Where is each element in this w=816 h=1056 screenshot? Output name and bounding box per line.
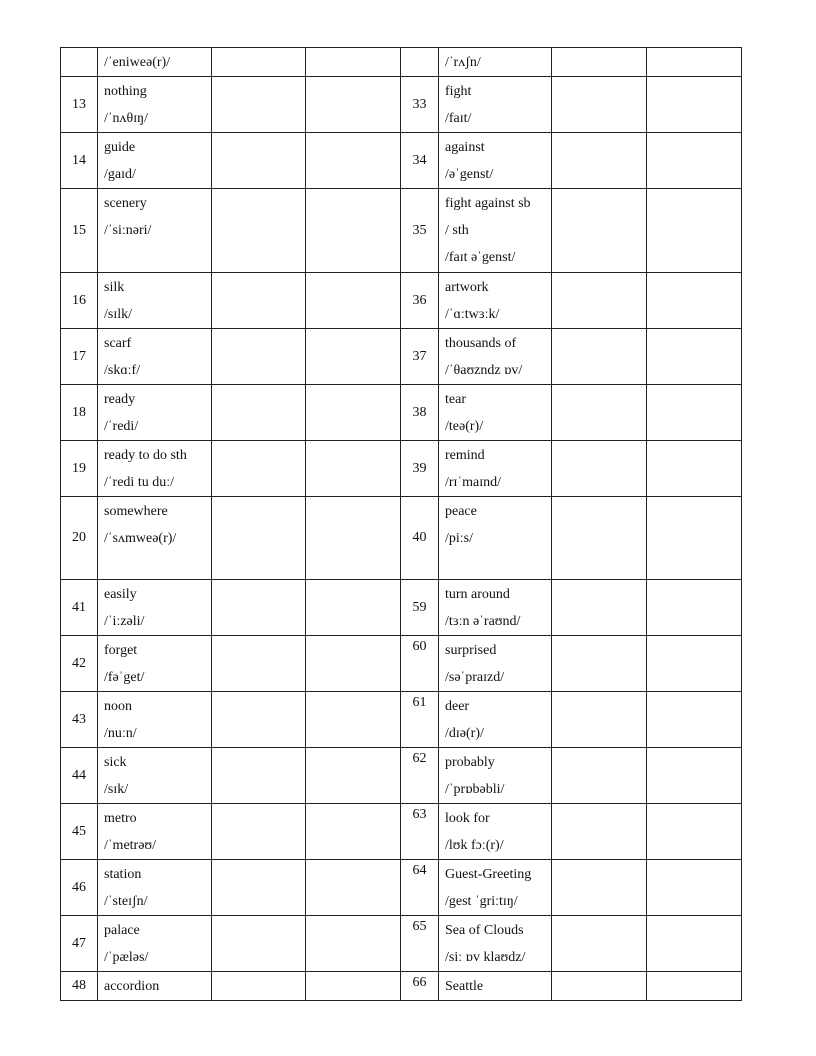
right-number-cell: 37 bbox=[401, 329, 439, 385]
right-blank-cell-1[interactable] bbox=[552, 48, 647, 77]
right-number-cell: 34 bbox=[401, 133, 439, 189]
left-number-cell: 14 bbox=[61, 133, 98, 189]
left-word-text: silk bbox=[104, 280, 125, 295]
right-word-line: /dɪə(r)/ bbox=[445, 726, 484, 741]
right-number-cell: 35 bbox=[401, 189, 439, 273]
left-word-cell bbox=[98, 441, 212, 497]
left-word-text: nothing bbox=[104, 84, 147, 99]
right-blank-cell-1[interactable] bbox=[552, 385, 647, 441]
left-blank-cell-2[interactable] bbox=[306, 916, 401, 972]
right-word-line: /gest ˈgriːtɪŋ/ bbox=[445, 894, 518, 909]
right-blank-cell-2[interactable] bbox=[647, 273, 742, 329]
left-number-cell: 19 bbox=[61, 441, 98, 497]
left-blank-cell-1[interactable] bbox=[212, 189, 306, 273]
right-number-cell bbox=[401, 48, 439, 77]
left-blank-cell-1[interactable] bbox=[212, 133, 306, 189]
right-word-line: /faɪt/ bbox=[445, 111, 472, 126]
right-number-cell: 66 bbox=[401, 972, 439, 1001]
right-blank-cell-2[interactable] bbox=[647, 133, 742, 189]
right-blank-cell-2[interactable] bbox=[647, 189, 742, 273]
left-blank-cell-2[interactable] bbox=[306, 48, 401, 77]
right-blank-cell-1[interactable] bbox=[552, 189, 647, 273]
left-word-text: guide bbox=[104, 140, 136, 155]
left-blank-cell-2[interactable] bbox=[306, 77, 401, 133]
left-word-cell bbox=[98, 748, 212, 804]
right-number-cell: 65 bbox=[401, 916, 439, 972]
right-blank-cell-2[interactable] bbox=[647, 692, 742, 748]
right-word-line: /faɪt əˈgenst/ bbox=[445, 250, 516, 265]
right-word-text: artwork bbox=[445, 280, 489, 295]
right-word-text: deer bbox=[445, 699, 470, 714]
right-word-cell bbox=[439, 972, 552, 1001]
left-word-text: scenery bbox=[104, 196, 147, 211]
right-blank-cell-1[interactable] bbox=[552, 133, 647, 189]
table-row bbox=[61, 497, 742, 580]
right-number-cell: 38 bbox=[401, 385, 439, 441]
table-row bbox=[61, 441, 742, 497]
left-word-cell bbox=[98, 273, 212, 329]
right-word-cell bbox=[439, 273, 552, 329]
left-number-cell: 20 bbox=[61, 497, 98, 580]
left-word-cell bbox=[98, 329, 212, 385]
left-word-cell bbox=[98, 636, 212, 692]
right-word-cell bbox=[439, 48, 552, 77]
right-word-line: /ˈprɒbəbli/ bbox=[445, 782, 505, 797]
table-row bbox=[61, 189, 742, 273]
right-blank-cell-2[interactable] bbox=[647, 804, 742, 860]
right-word-text: turn around bbox=[445, 587, 510, 602]
right-number-cell: 62 bbox=[401, 748, 439, 804]
right-word-line: /səˈpraɪzd/ bbox=[445, 670, 505, 685]
table-row bbox=[61, 636, 742, 692]
left-blank-cell-1[interactable] bbox=[212, 441, 306, 497]
left-word-text: forget bbox=[104, 643, 138, 658]
right-word-cell bbox=[439, 497, 552, 580]
right-word-cell bbox=[439, 385, 552, 441]
left-word-text: palace bbox=[104, 923, 140, 938]
right-blank-cell-2[interactable] bbox=[647, 972, 742, 1001]
right-word-text: Sea of Clouds bbox=[445, 923, 524, 938]
left-word-cell bbox=[98, 189, 212, 273]
left-number-cell: 42 bbox=[61, 636, 98, 692]
left-word-cell bbox=[98, 972, 212, 1001]
left-blank-cell-1[interactable] bbox=[212, 804, 306, 860]
right-blank-cell-2[interactable] bbox=[647, 48, 742, 77]
right-word-cell bbox=[439, 77, 552, 133]
left-word-cell bbox=[98, 692, 212, 748]
right-blank-cell-2[interactable] bbox=[647, 329, 742, 385]
left-number-cell: 43 bbox=[61, 692, 98, 748]
right-blank-cell-2[interactable] bbox=[647, 441, 742, 497]
left-blank-cell-1[interactable] bbox=[212, 48, 306, 77]
left-word-line: /sɪk/ bbox=[104, 782, 129, 797]
left-blank-cell-1[interactable] bbox=[212, 329, 306, 385]
right-word-cell bbox=[439, 748, 552, 804]
right-blank-cell-1[interactable] bbox=[552, 77, 647, 133]
right-word-cell bbox=[439, 804, 552, 860]
right-blank-cell-2[interactable] bbox=[647, 748, 742, 804]
right-blank-cell-1[interactable] bbox=[552, 273, 647, 329]
right-word-text: look for bbox=[445, 811, 490, 826]
right-word-text: tear bbox=[445, 392, 466, 407]
right-word-line: /teə(r)/ bbox=[445, 419, 484, 434]
left-number-cell: 15 bbox=[61, 189, 98, 273]
left-blank-cell-1[interactable] bbox=[212, 273, 306, 329]
left-word-line: /ˈsiːnəri/ bbox=[104, 223, 152, 238]
table-row bbox=[61, 133, 742, 189]
right-word-line: /lʊk fɔː(r)/ bbox=[445, 838, 504, 853]
left-blank-cell-1[interactable] bbox=[212, 972, 306, 1001]
left-word-cell bbox=[98, 48, 212, 77]
right-word-text: against bbox=[445, 140, 485, 155]
left-word-line: /skɑːf/ bbox=[104, 363, 141, 378]
right-blank-cell-1[interactable] bbox=[552, 441, 647, 497]
table-row bbox=[61, 748, 742, 804]
left-number-cell: 17 bbox=[61, 329, 98, 385]
right-blank-cell-1[interactable] bbox=[552, 636, 647, 692]
left-number-cell: 41 bbox=[61, 580, 98, 636]
left-word-cell bbox=[98, 580, 212, 636]
left-blank-cell-2[interactable] bbox=[306, 636, 401, 692]
left-number-cell: 44 bbox=[61, 748, 98, 804]
right-number-cell: 36 bbox=[401, 273, 439, 329]
left-blank-cell-2[interactable] bbox=[306, 385, 401, 441]
right-blank-cell-1[interactable] bbox=[552, 580, 647, 636]
left-number-cell: 16 bbox=[61, 273, 98, 329]
table-row bbox=[61, 77, 742, 133]
table-row bbox=[61, 804, 742, 860]
right-word-line: / sth bbox=[445, 223, 469, 238]
left-word-cell bbox=[98, 860, 212, 916]
right-word-text: thousands of bbox=[445, 336, 517, 351]
left-word-line: /nuːn/ bbox=[104, 726, 137, 741]
right-number-cell: 33 bbox=[401, 77, 439, 133]
left-word-text: accordion bbox=[104, 979, 160, 994]
left-blank-cell-1[interactable] bbox=[212, 77, 306, 133]
right-word-text: remind bbox=[445, 448, 485, 463]
left-word-cell bbox=[98, 77, 212, 133]
right-word-text: fight against sb bbox=[445, 196, 531, 211]
left-word-text: ready to do sth bbox=[104, 448, 187, 463]
left-word-text: easily bbox=[104, 587, 137, 602]
left-number-cell: 13 bbox=[61, 77, 98, 133]
left-number-cell bbox=[61, 48, 98, 77]
right-word-text: surprised bbox=[445, 643, 497, 658]
right-blank-cell-2[interactable] bbox=[647, 636, 742, 692]
right-word-cell bbox=[439, 329, 552, 385]
left-blank-cell-2[interactable] bbox=[306, 189, 401, 273]
right-blank-cell-1[interactable] bbox=[552, 497, 647, 580]
left-blank-cell-2[interactable] bbox=[306, 329, 401, 385]
left-blank-cell-1[interactable] bbox=[212, 497, 306, 580]
left-word-line: /ˈsʌmweə(r)/ bbox=[104, 531, 177, 546]
left-blank-cell-2[interactable] bbox=[306, 133, 401, 189]
left-word-line: /ˈpæləs/ bbox=[104, 950, 149, 965]
left-word-text: scarf bbox=[104, 336, 132, 351]
right-blank-cell-1[interactable] bbox=[552, 860, 647, 916]
vocabulary-table bbox=[60, 47, 742, 1001]
left-word-line: /ˈredi tu duː/ bbox=[104, 475, 174, 490]
table-row bbox=[61, 692, 742, 748]
right-blank-cell-1[interactable] bbox=[552, 916, 647, 972]
right-blank-cell-1[interactable] bbox=[552, 329, 647, 385]
right-word-line: /ˈθaʊzndz ɒv/ bbox=[445, 363, 523, 378]
right-word-cell bbox=[439, 860, 552, 916]
right-number-cell: 59 bbox=[401, 580, 439, 636]
right-word-line: /tɜːn əˈraʊnd/ bbox=[445, 614, 521, 629]
right-word-cell bbox=[439, 916, 552, 972]
left-word-line: /ˈredi/ bbox=[104, 419, 139, 434]
table-row bbox=[61, 860, 742, 916]
left-word-text: metro bbox=[104, 811, 137, 826]
right-blank-cell-1[interactable] bbox=[552, 804, 647, 860]
left-word-text: noon bbox=[104, 699, 132, 714]
left-number-cell: 46 bbox=[61, 860, 98, 916]
table-row bbox=[61, 385, 742, 441]
left-number-cell: 45 bbox=[61, 804, 98, 860]
left-word-text: /ˈeniweə(r)/ bbox=[104, 55, 171, 70]
left-blank-cell-2[interactable] bbox=[306, 972, 401, 1001]
left-word-line: /ˈnʌθɪŋ/ bbox=[104, 111, 148, 126]
right-word-cell bbox=[439, 189, 552, 273]
table-row bbox=[61, 916, 742, 972]
left-blank-cell-2[interactable] bbox=[306, 860, 401, 916]
vocabulary-table-body bbox=[61, 48, 742, 1001]
left-blank-cell-2[interactable] bbox=[306, 441, 401, 497]
left-blank-cell-2[interactable] bbox=[306, 273, 401, 329]
right-word-cell bbox=[439, 636, 552, 692]
right-word-cell bbox=[439, 441, 552, 497]
left-word-text: sick bbox=[104, 755, 127, 770]
table-row bbox=[61, 580, 742, 636]
right-number-cell: 39 bbox=[401, 441, 439, 497]
right-number-cell: 60 bbox=[401, 636, 439, 692]
right-word-cell bbox=[439, 133, 552, 189]
right-word-cell bbox=[439, 580, 552, 636]
left-number-cell: 48 bbox=[61, 972, 98, 1001]
left-word-line: /ˈmetrəʊ/ bbox=[104, 838, 156, 853]
left-blank-cell-2[interactable] bbox=[306, 748, 401, 804]
left-word-line: /ˈiːzəli/ bbox=[104, 614, 145, 629]
left-word-text: somewhere bbox=[104, 504, 168, 519]
right-number-cell: 61 bbox=[401, 692, 439, 748]
table-row bbox=[61, 329, 742, 385]
table-row bbox=[61, 972, 742, 1001]
right-word-line: /ˈɑːtwɜːk/ bbox=[445, 307, 500, 322]
left-word-cell bbox=[98, 916, 212, 972]
right-number-cell: 40 bbox=[401, 497, 439, 580]
right-word-text: Seattle bbox=[445, 979, 484, 994]
left-blank-cell-2[interactable] bbox=[306, 580, 401, 636]
right-word-text: probably bbox=[445, 755, 495, 770]
right-word-text: fight bbox=[445, 84, 472, 99]
left-blank-cell-1[interactable] bbox=[212, 916, 306, 972]
left-word-text: station bbox=[104, 867, 142, 882]
left-number-cell: 18 bbox=[61, 385, 98, 441]
right-blank-cell-1[interactable] bbox=[552, 692, 647, 748]
left-word-text: ready bbox=[104, 392, 136, 407]
left-blank-cell-2[interactable] bbox=[306, 804, 401, 860]
right-blank-cell-2[interactable] bbox=[647, 385, 742, 441]
left-word-line: /fəˈget/ bbox=[104, 670, 145, 685]
left-blank-cell-1[interactable] bbox=[212, 385, 306, 441]
right-word-cell bbox=[439, 692, 552, 748]
right-number-cell: 63 bbox=[401, 804, 439, 860]
table-row bbox=[61, 273, 742, 329]
left-blank-cell-2[interactable] bbox=[306, 497, 401, 580]
right-word-line: /siː ɒv klaʊdz/ bbox=[445, 950, 526, 965]
right-blank-cell-2[interactable] bbox=[647, 497, 742, 580]
left-blank-cell-1[interactable] bbox=[212, 748, 306, 804]
left-blank-cell-1[interactable] bbox=[212, 860, 306, 916]
left-blank-cell-1[interactable] bbox=[212, 692, 306, 748]
right-word-line: /rɪˈmaɪnd/ bbox=[445, 475, 501, 490]
right-word-line: /piːs/ bbox=[445, 531, 474, 546]
left-word-line: /gaɪd/ bbox=[104, 167, 136, 182]
right-blank-cell-1[interactable] bbox=[552, 972, 647, 1001]
left-word-line: /ˈsteɪʃn/ bbox=[104, 894, 148, 909]
right-blank-cell-1[interactable] bbox=[552, 748, 647, 804]
left-blank-cell-2[interactable] bbox=[306, 692, 401, 748]
right-blank-cell-2[interactable] bbox=[647, 77, 742, 133]
right-word-text: Guest-Greeting bbox=[445, 867, 532, 882]
table-row bbox=[61, 48, 742, 77]
left-blank-cell-1[interactable] bbox=[212, 636, 306, 692]
right-word-text: peace bbox=[445, 504, 477, 519]
right-word-line: /əˈgenst/ bbox=[445, 167, 494, 182]
right-number-cell: 64 bbox=[401, 860, 439, 916]
left-word-cell bbox=[98, 497, 212, 580]
left-word-line: /sɪlk/ bbox=[104, 307, 133, 322]
left-blank-cell-1[interactable] bbox=[212, 580, 306, 636]
left-number-cell: 47 bbox=[61, 916, 98, 972]
left-word-cell bbox=[98, 804, 212, 860]
right-blank-cell-2[interactable] bbox=[647, 860, 742, 916]
left-word-cell bbox=[98, 385, 212, 441]
right-blank-cell-2[interactable] bbox=[647, 916, 742, 972]
right-word-text: /ˈrʌʃn/ bbox=[445, 55, 481, 70]
right-blank-cell-2[interactable] bbox=[647, 580, 742, 636]
left-word-cell bbox=[98, 133, 212, 189]
